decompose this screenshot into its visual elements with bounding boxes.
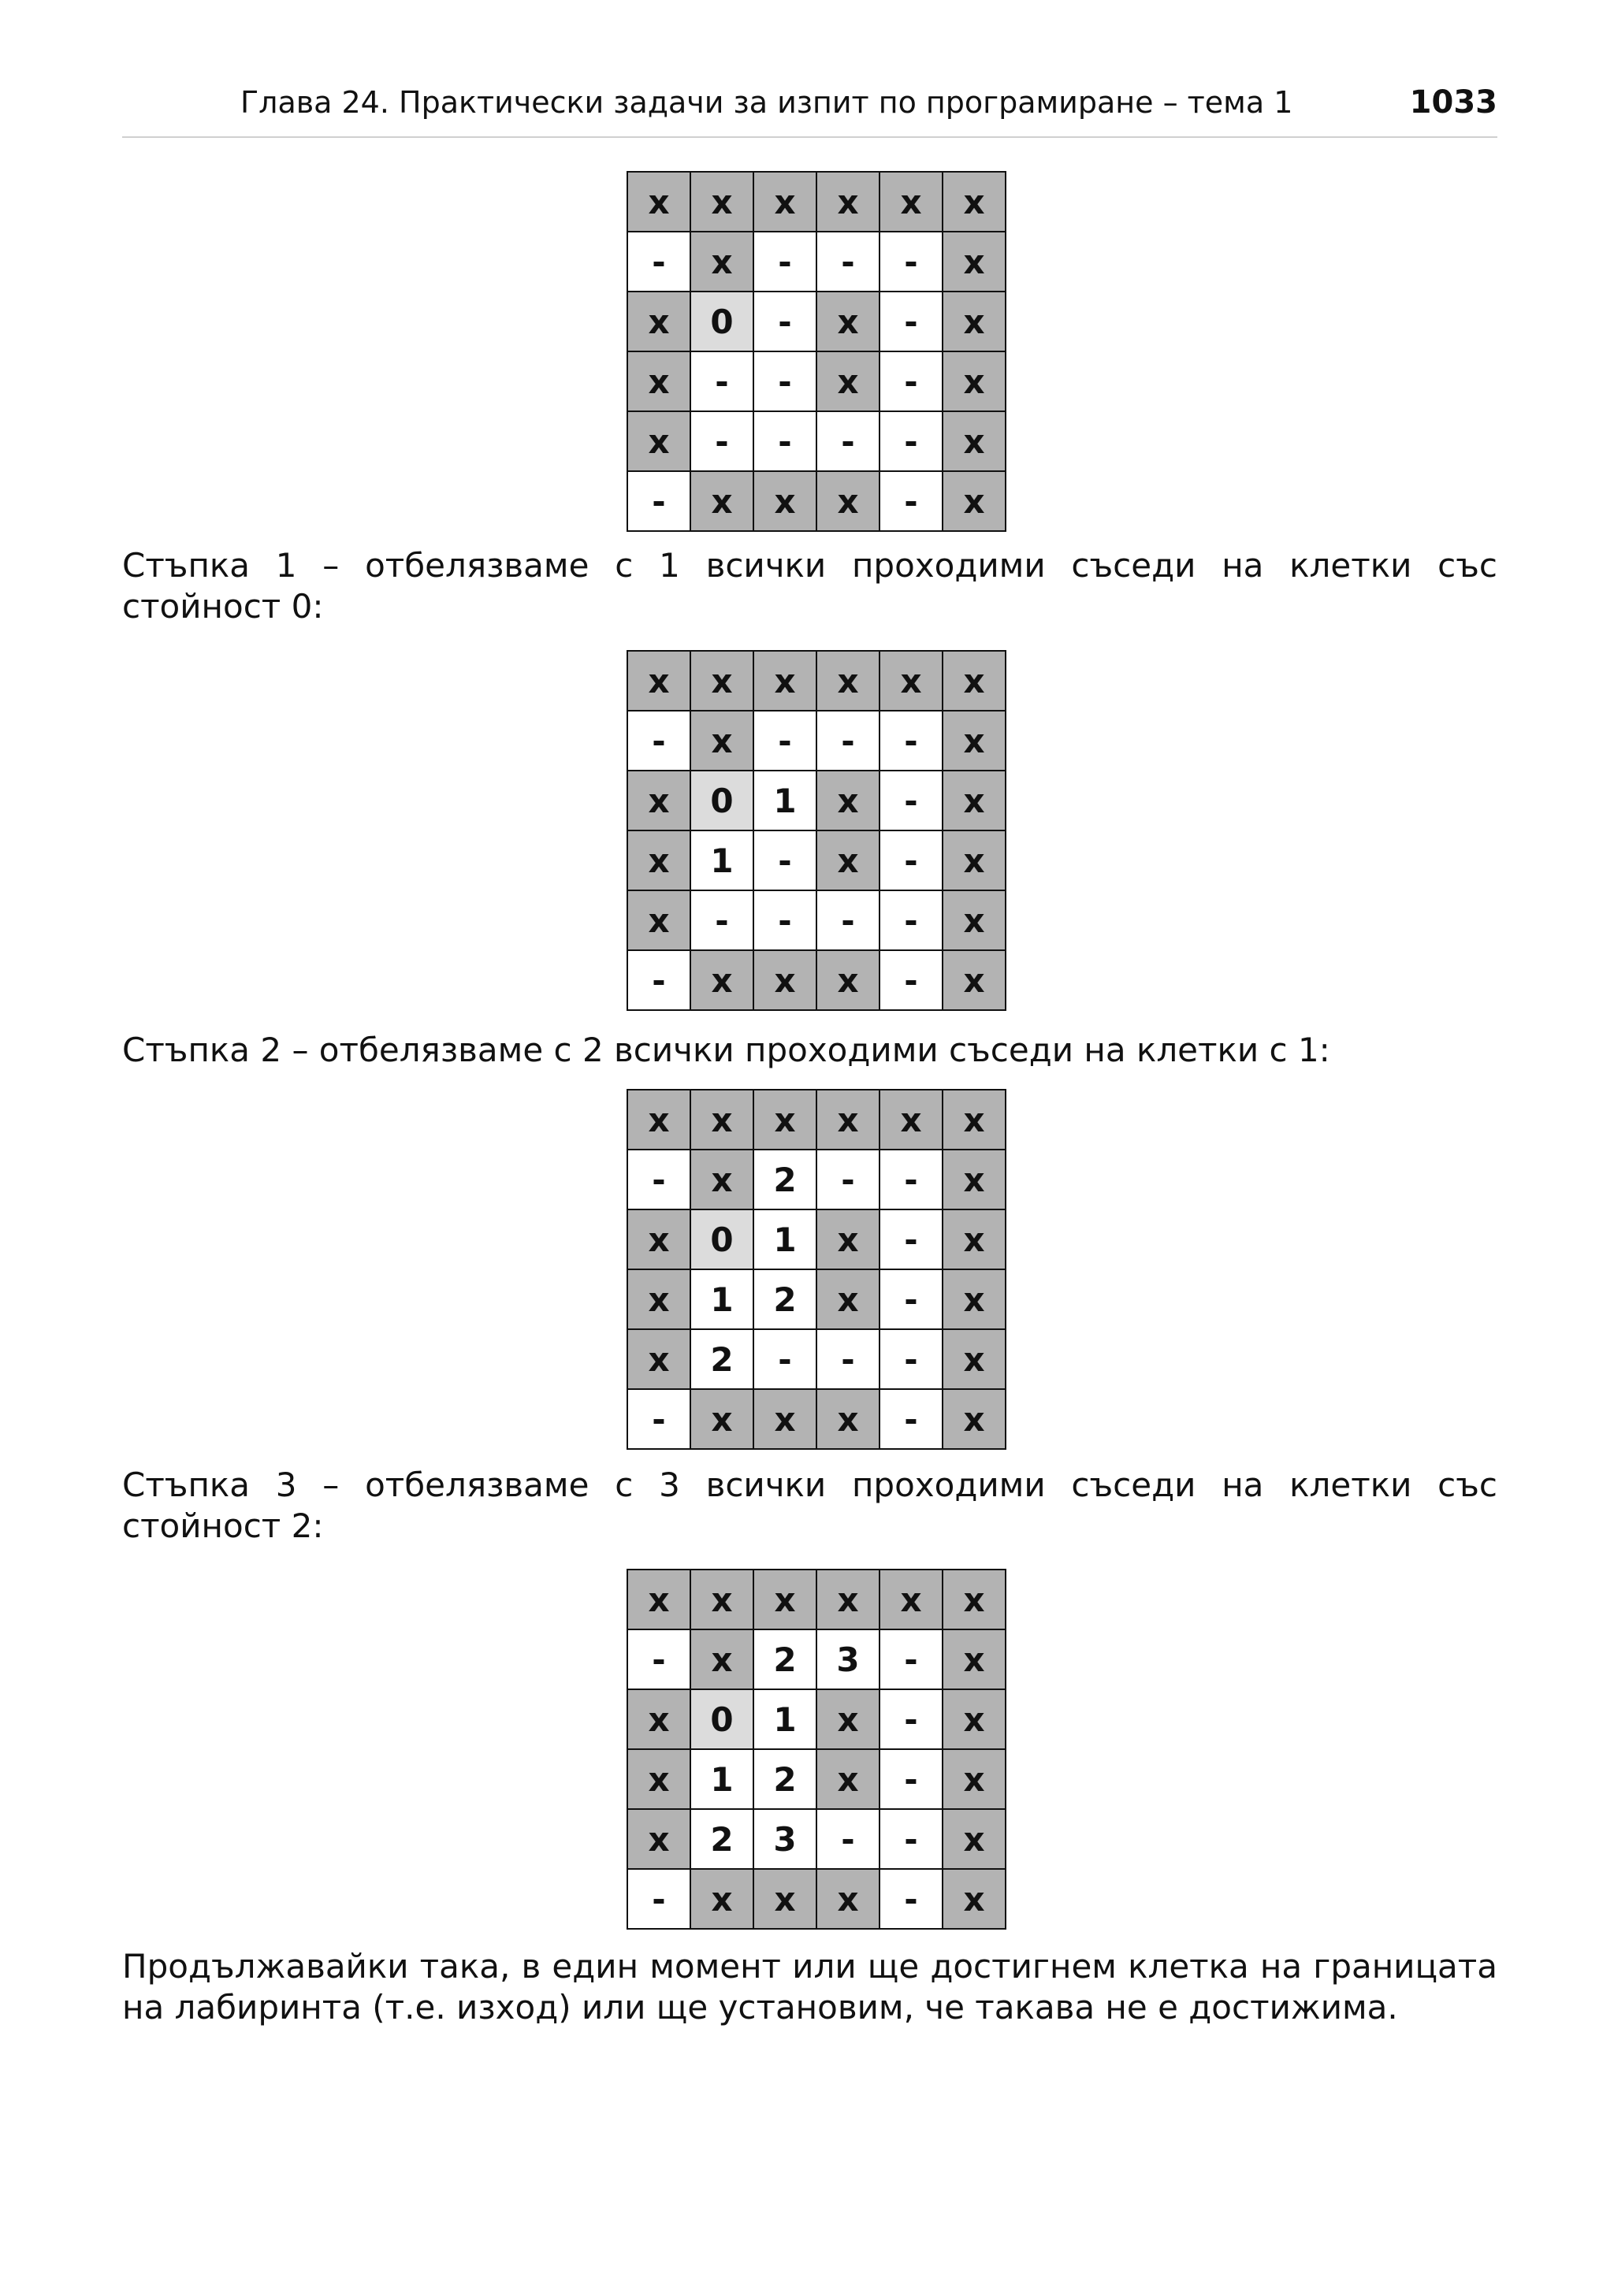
open-cell: -	[816, 1809, 880, 1869]
open-cell: -	[753, 292, 816, 351]
open-cell: -	[816, 711, 880, 771]
open-cell: -	[880, 1629, 943, 1689]
open-cell: -	[627, 1869, 690, 1929]
wall-cell: x	[943, 351, 1006, 411]
grid-row	[627, 172, 1006, 232]
grid-row	[627, 1209, 1006, 1269]
grid-row	[627, 411, 1006, 471]
grid-row	[627, 351, 1006, 411]
wall-cell: x	[816, 1090, 880, 1150]
open-cell: -	[880, 1749, 943, 1809]
grid-row	[627, 1329, 1006, 1389]
wall-cell: x	[943, 172, 1006, 232]
open-cell: -	[880, 292, 943, 351]
wall-cell: x	[943, 711, 1006, 771]
wall-cell: x	[943, 1809, 1006, 1869]
open-cell: -	[627, 950, 690, 1010]
open-cell: -	[627, 1389, 690, 1449]
step-1-text: Стъпка 1 – отбелязваме с 1 всички проходими съседи на клетки със стойност 0:	[122, 546, 1497, 626]
wall-cell: x	[753, 471, 816, 531]
wall-cell: x	[627, 1090, 690, 1150]
wall-cell: x	[690, 1389, 753, 1449]
open-cell: -	[816, 232, 880, 292]
grid-row	[627, 471, 1006, 531]
wall-cell: x	[880, 1570, 943, 1629]
open-cell: 1	[690, 1749, 753, 1809]
wall-cell: x	[627, 1809, 690, 1869]
wall-cell: x	[816, 830, 880, 890]
wall-cell: x	[753, 1389, 816, 1449]
open-cell: -	[627, 1150, 690, 1209]
open-cell: -	[816, 1150, 880, 1209]
open-cell: -	[690, 890, 753, 950]
wall-cell: x	[753, 172, 816, 232]
open-cell: -	[880, 411, 943, 471]
wall-cell: x	[690, 232, 753, 292]
wall-cell: x	[943, 950, 1006, 1010]
open-cell: -	[880, 1209, 943, 1269]
wall-cell: x	[943, 471, 1006, 531]
open-cell: -	[880, 1150, 943, 1209]
wall-cell: x	[943, 1329, 1006, 1389]
open-cell: -	[627, 232, 690, 292]
open-cell: -	[880, 1869, 943, 1929]
open-cell: -	[753, 711, 816, 771]
open-cell: 1	[753, 771, 816, 830]
chapter-title: Глава 24. Практически задачи за изпит по програмиране – тема 1	[240, 85, 1293, 120]
wall-cell: x	[943, 651, 1006, 711]
wall-cell: x	[627, 651, 690, 711]
grid-row	[627, 1749, 1006, 1809]
wall-cell: x	[816, 1389, 880, 1449]
wall-cell: x	[816, 651, 880, 711]
open-cell: 1	[690, 1269, 753, 1329]
grid-row	[627, 232, 1006, 292]
wall-cell: x	[627, 1329, 690, 1389]
maze-grid-step-1	[627, 650, 1006, 1011]
wall-cell: x	[627, 351, 690, 411]
open-cell: -	[880, 950, 943, 1010]
wall-cell: x	[753, 651, 816, 711]
wall-cell: x	[690, 651, 753, 711]
open-cell: -	[880, 351, 943, 411]
start-cell: 0	[690, 1209, 753, 1269]
page-number: 1033	[1409, 84, 1497, 121]
open-cell: -	[880, 711, 943, 771]
maze-grid-initial	[627, 171, 1006, 532]
wall-cell: x	[690, 1570, 753, 1629]
wall-cell: x	[627, 1209, 690, 1269]
open-cell: -	[690, 351, 753, 411]
grid-row	[627, 830, 1006, 890]
wall-cell: x	[943, 830, 1006, 890]
wall-cell: x	[943, 1629, 1006, 1689]
wall-cell: x	[816, 1749, 880, 1809]
wall-cell: x	[753, 950, 816, 1010]
wall-cell: x	[943, 1689, 1006, 1749]
maze-grid-step-3	[627, 1569, 1006, 1930]
wall-cell: x	[816, 1689, 880, 1749]
open-cell: -	[753, 351, 816, 411]
open-cell: -	[880, 1269, 943, 1329]
open-cell: -	[880, 771, 943, 830]
open-cell: -	[753, 1329, 816, 1389]
open-cell: 3	[753, 1809, 816, 1869]
open-cell: -	[753, 232, 816, 292]
grid-row	[627, 1809, 1006, 1869]
wall-cell: x	[627, 830, 690, 890]
wall-cell: x	[816, 471, 880, 531]
open-cell: -	[627, 711, 690, 771]
wall-cell: x	[816, 351, 880, 411]
wall-cell: x	[690, 711, 753, 771]
grid-row	[627, 950, 1006, 1010]
open-cell: -	[880, 471, 943, 531]
wall-cell: x	[943, 1150, 1006, 1209]
open-cell: -	[880, 830, 943, 890]
wall-cell: x	[943, 1209, 1006, 1269]
wall-cell: x	[816, 1570, 880, 1629]
wall-cell: x	[627, 890, 690, 950]
open-cell: 2	[753, 1749, 816, 1809]
open-cell: -	[816, 411, 880, 471]
wall-cell: x	[816, 950, 880, 1010]
wall-cell: x	[816, 771, 880, 830]
maze-grid-step-2	[627, 1089, 1006, 1450]
open-cell: 1	[753, 1689, 816, 1749]
wall-cell: x	[627, 292, 690, 351]
wall-cell: x	[943, 1869, 1006, 1929]
wall-cell: x	[627, 411, 690, 471]
open-cell: -	[880, 1329, 943, 1389]
open-cell: 2	[753, 1269, 816, 1329]
wall-cell: x	[690, 471, 753, 531]
wall-cell: x	[690, 172, 753, 232]
open-cell: 2	[690, 1329, 753, 1389]
open-cell: 3	[816, 1629, 880, 1689]
wall-cell: x	[943, 411, 1006, 471]
wall-cell: x	[627, 771, 690, 830]
open-cell: -	[690, 411, 753, 471]
wall-cell: x	[690, 1629, 753, 1689]
wall-cell: x	[816, 292, 880, 351]
grid-row	[627, 1629, 1006, 1689]
start-cell: 0	[690, 771, 753, 830]
open-cell: 1	[753, 1209, 816, 1269]
wall-cell: x	[753, 1570, 816, 1629]
wall-cell: x	[880, 172, 943, 232]
wall-cell: x	[690, 1090, 753, 1150]
open-cell: -	[880, 232, 943, 292]
wall-cell: x	[880, 651, 943, 711]
wall-cell: x	[690, 1869, 753, 1929]
open-cell: -	[753, 411, 816, 471]
start-cell: 0	[690, 1689, 753, 1749]
wall-cell: x	[943, 1749, 1006, 1809]
wall-cell: x	[943, 292, 1006, 351]
grid-row	[627, 1269, 1006, 1329]
step-2-text: Стъпка 2 – отбелязваме с 2 всички проходими съседи на клетки с 1:	[122, 1031, 1330, 1069]
wall-cell: x	[880, 1090, 943, 1150]
open-cell: -	[627, 1629, 690, 1689]
grid-row	[627, 1389, 1006, 1449]
wall-cell: x	[943, 890, 1006, 950]
wall-cell: x	[943, 1570, 1006, 1629]
open-cell: -	[880, 890, 943, 950]
wall-cell: x	[943, 1389, 1006, 1449]
grid-row	[627, 651, 1006, 711]
grid-row	[627, 1869, 1006, 1929]
start-cell: 0	[690, 292, 753, 351]
wall-cell: x	[753, 1869, 816, 1929]
grid-row	[627, 1570, 1006, 1629]
open-cell: 2	[690, 1809, 753, 1869]
wall-cell: x	[943, 1269, 1006, 1329]
wall-cell: x	[627, 172, 690, 232]
open-cell: -	[880, 1809, 943, 1869]
grid-row	[627, 1150, 1006, 1209]
wall-cell: x	[816, 1869, 880, 1929]
wall-cell: x	[816, 1269, 880, 1329]
wall-cell: x	[627, 1269, 690, 1329]
wall-cell: x	[943, 232, 1006, 292]
wall-cell: x	[816, 172, 880, 232]
open-cell: -	[753, 890, 816, 950]
wall-cell: x	[753, 1090, 816, 1150]
grid-row	[627, 890, 1006, 950]
open-cell: -	[816, 1329, 880, 1389]
open-cell: -	[880, 1389, 943, 1449]
wall-cell: x	[943, 1090, 1006, 1150]
grid-row	[627, 292, 1006, 351]
wall-cell: x	[627, 1570, 690, 1629]
grid-row	[627, 1090, 1006, 1150]
open-cell: 2	[753, 1629, 816, 1689]
open-cell: 2	[753, 1150, 816, 1209]
step-3-text: Стъпка 3 – отбелязваме с 3 всички проходими съседи на клетки със стойност 2:	[122, 1466, 1497, 1545]
wall-cell: x	[627, 1749, 690, 1809]
wall-cell: x	[816, 1209, 880, 1269]
open-cell: -	[753, 830, 816, 890]
conclusion-text: Продължавайки така, в един момент или ще достигнем клетка на границата на лабиринта (т.е. изход) или ще установим, че такава не е достижима.	[122, 1947, 1497, 2027]
open-cell: -	[627, 471, 690, 531]
wall-cell: x	[690, 950, 753, 1010]
grid-row	[627, 1689, 1006, 1749]
wall-cell: x	[943, 771, 1006, 830]
grid-row	[627, 711, 1006, 771]
page-header	[122, 83, 1497, 138]
wall-cell: x	[627, 1689, 690, 1749]
open-cell: -	[816, 890, 880, 950]
wall-cell: x	[690, 1150, 753, 1209]
grid-row	[627, 771, 1006, 830]
open-cell: 1	[690, 830, 753, 890]
open-cell: -	[880, 1689, 943, 1749]
